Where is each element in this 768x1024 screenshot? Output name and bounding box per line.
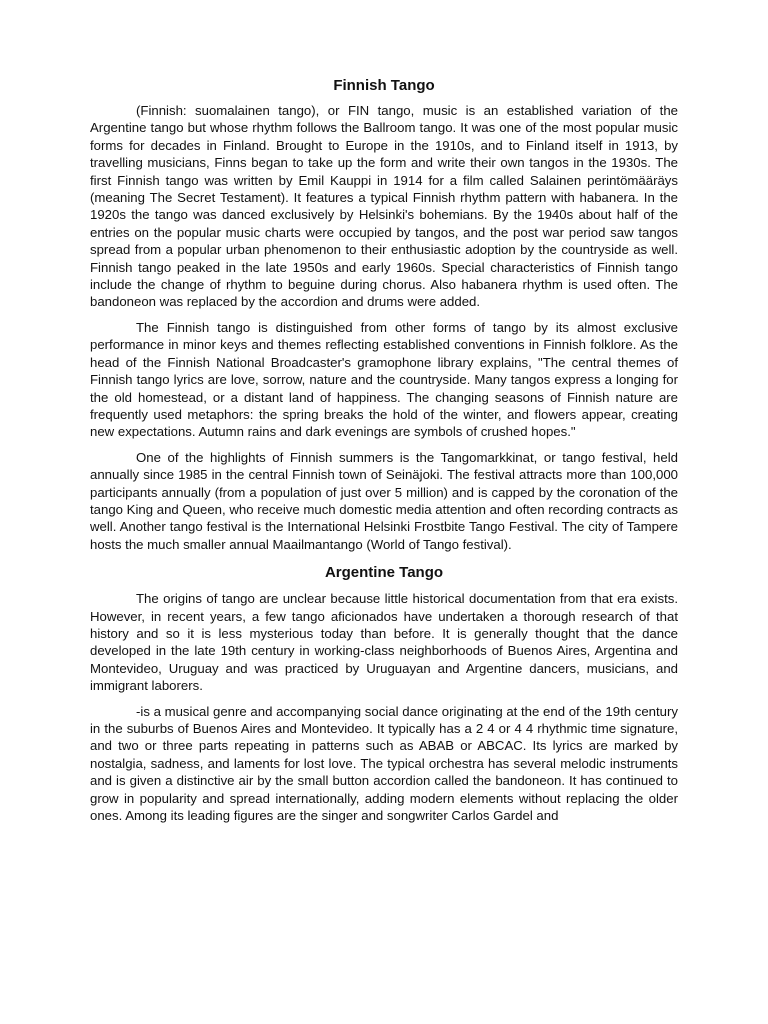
paragraph-argentine-origins: The origins of tango are unclear because little historical documentation from that era exists. However, in recent years, a few tango aficionados have undertaken a thorough research of that history and so it is less mysterious today than before. It is generally thought that the dance developed in the late 19th century in working-class neighborhoods of Buenos Aires, Argentina and Montevideo, Uruguay and was practiced by Uruguayan and Argentine dancers, musicians, and immigrant laborers. bbox=[90, 591, 678, 694]
paragraph-argentine-genre: -is a musical genre and accompanying social dance originating at the end of the 19th century in the suburbs of Buenos Aires and Montevideo. It typically has a 2 4 or 4 4 rhythmic time signature, and two or three parts repeating in patterns such as ABAB or ABCAC. Its lyrics are marked by nostalgia, sadness, and laments for lost love. The typical orchestra has several melodic instruments and is given a distinctive air by the small button accordion called the bandoneon. It has continued to grow in popularity and spread internationally, adding modern elements without replacing the older ones. Among its leading figures are the singer and songwriter Carlos Gardel and bbox=[90, 703, 678, 824]
paragraph-finnish-intro: (Finnish: suomalainen tango), or FIN tango, music is an established variation of the Argentine tango but whose rhythm follows the Ballroom tango. It was one of the most popular music forms for decades in Finland. Brought to Europe in the 1910s, and to Finland itself in 1913, by travelling musicians, Finns began to take up the form and write their own tangos in the 1930s. The first Finnish tango was written by Emil Kauppi in 1914 for a film called Salainen perintömääräys (meaning The Secret Testament). It features a typical Finnish rhythm pattern with habanera. In the 1920s the tango was danced exclusively by Helsinki's bohemians. By the 1940s about half of the entries on the popular music charts were occupied by tangos, and the post war period saw tangos spread from a popular urban phenomenon to their enthusiastic adoption by the countryside as well. Finnish tango peaked in the late 1950s and early 1960s. Special characteristics of Finnish tango include the change of rhythm to beguine during chorus. Also habanera rhythm is used often. The bandoneon was replaced by the accordion and drums were added. bbox=[90, 103, 678, 310]
section-heading-finnish-tango: Finnish Tango bbox=[333, 77, 435, 94]
document-page bbox=[90, 76, 678, 832]
paragraph-finnish-distinguished: The Finnish tango is distinguished from other forms of tango by its almost exclusive performance in minor keys and themes reflecting established conventions in Finnish folklore. As the head of the Finnish National Broadcaster's gramophone library explains, "The central themes of Finnish tango lyrics are love, sorrow, nature and the countryside. Many tangos express a longing for the old homestead, or a distant land of happiness. The changing seasons of Finnish nature are frequently used metaphors: the spring breaks the hold of the winter, and flowers appear, creating new expectations. Autumn rains and dark evenings are symbols of crushed hopes." bbox=[90, 319, 678, 440]
paragraph-finnish-festival: One of the highlights of Finnish summers is the Tangomarkkinat, or tango festival, held annually since 1985 in the central Finnish town of Seinäjoki. The festival attracts more than 100,000 participants annually (from a population of just over 5 million) and is capped by the coronation of the tango King and Queen, who receive much domestic media attention and often recording contracts as well. Another tango festival is the International Helsinki Frostbite Tango Festival. The city of Tampere hosts the much smaller annual Maailmantango (World of Tango festival). bbox=[90, 449, 678, 552]
section-heading-argentine-tango: Argentine Tango bbox=[324, 564, 444, 582]
